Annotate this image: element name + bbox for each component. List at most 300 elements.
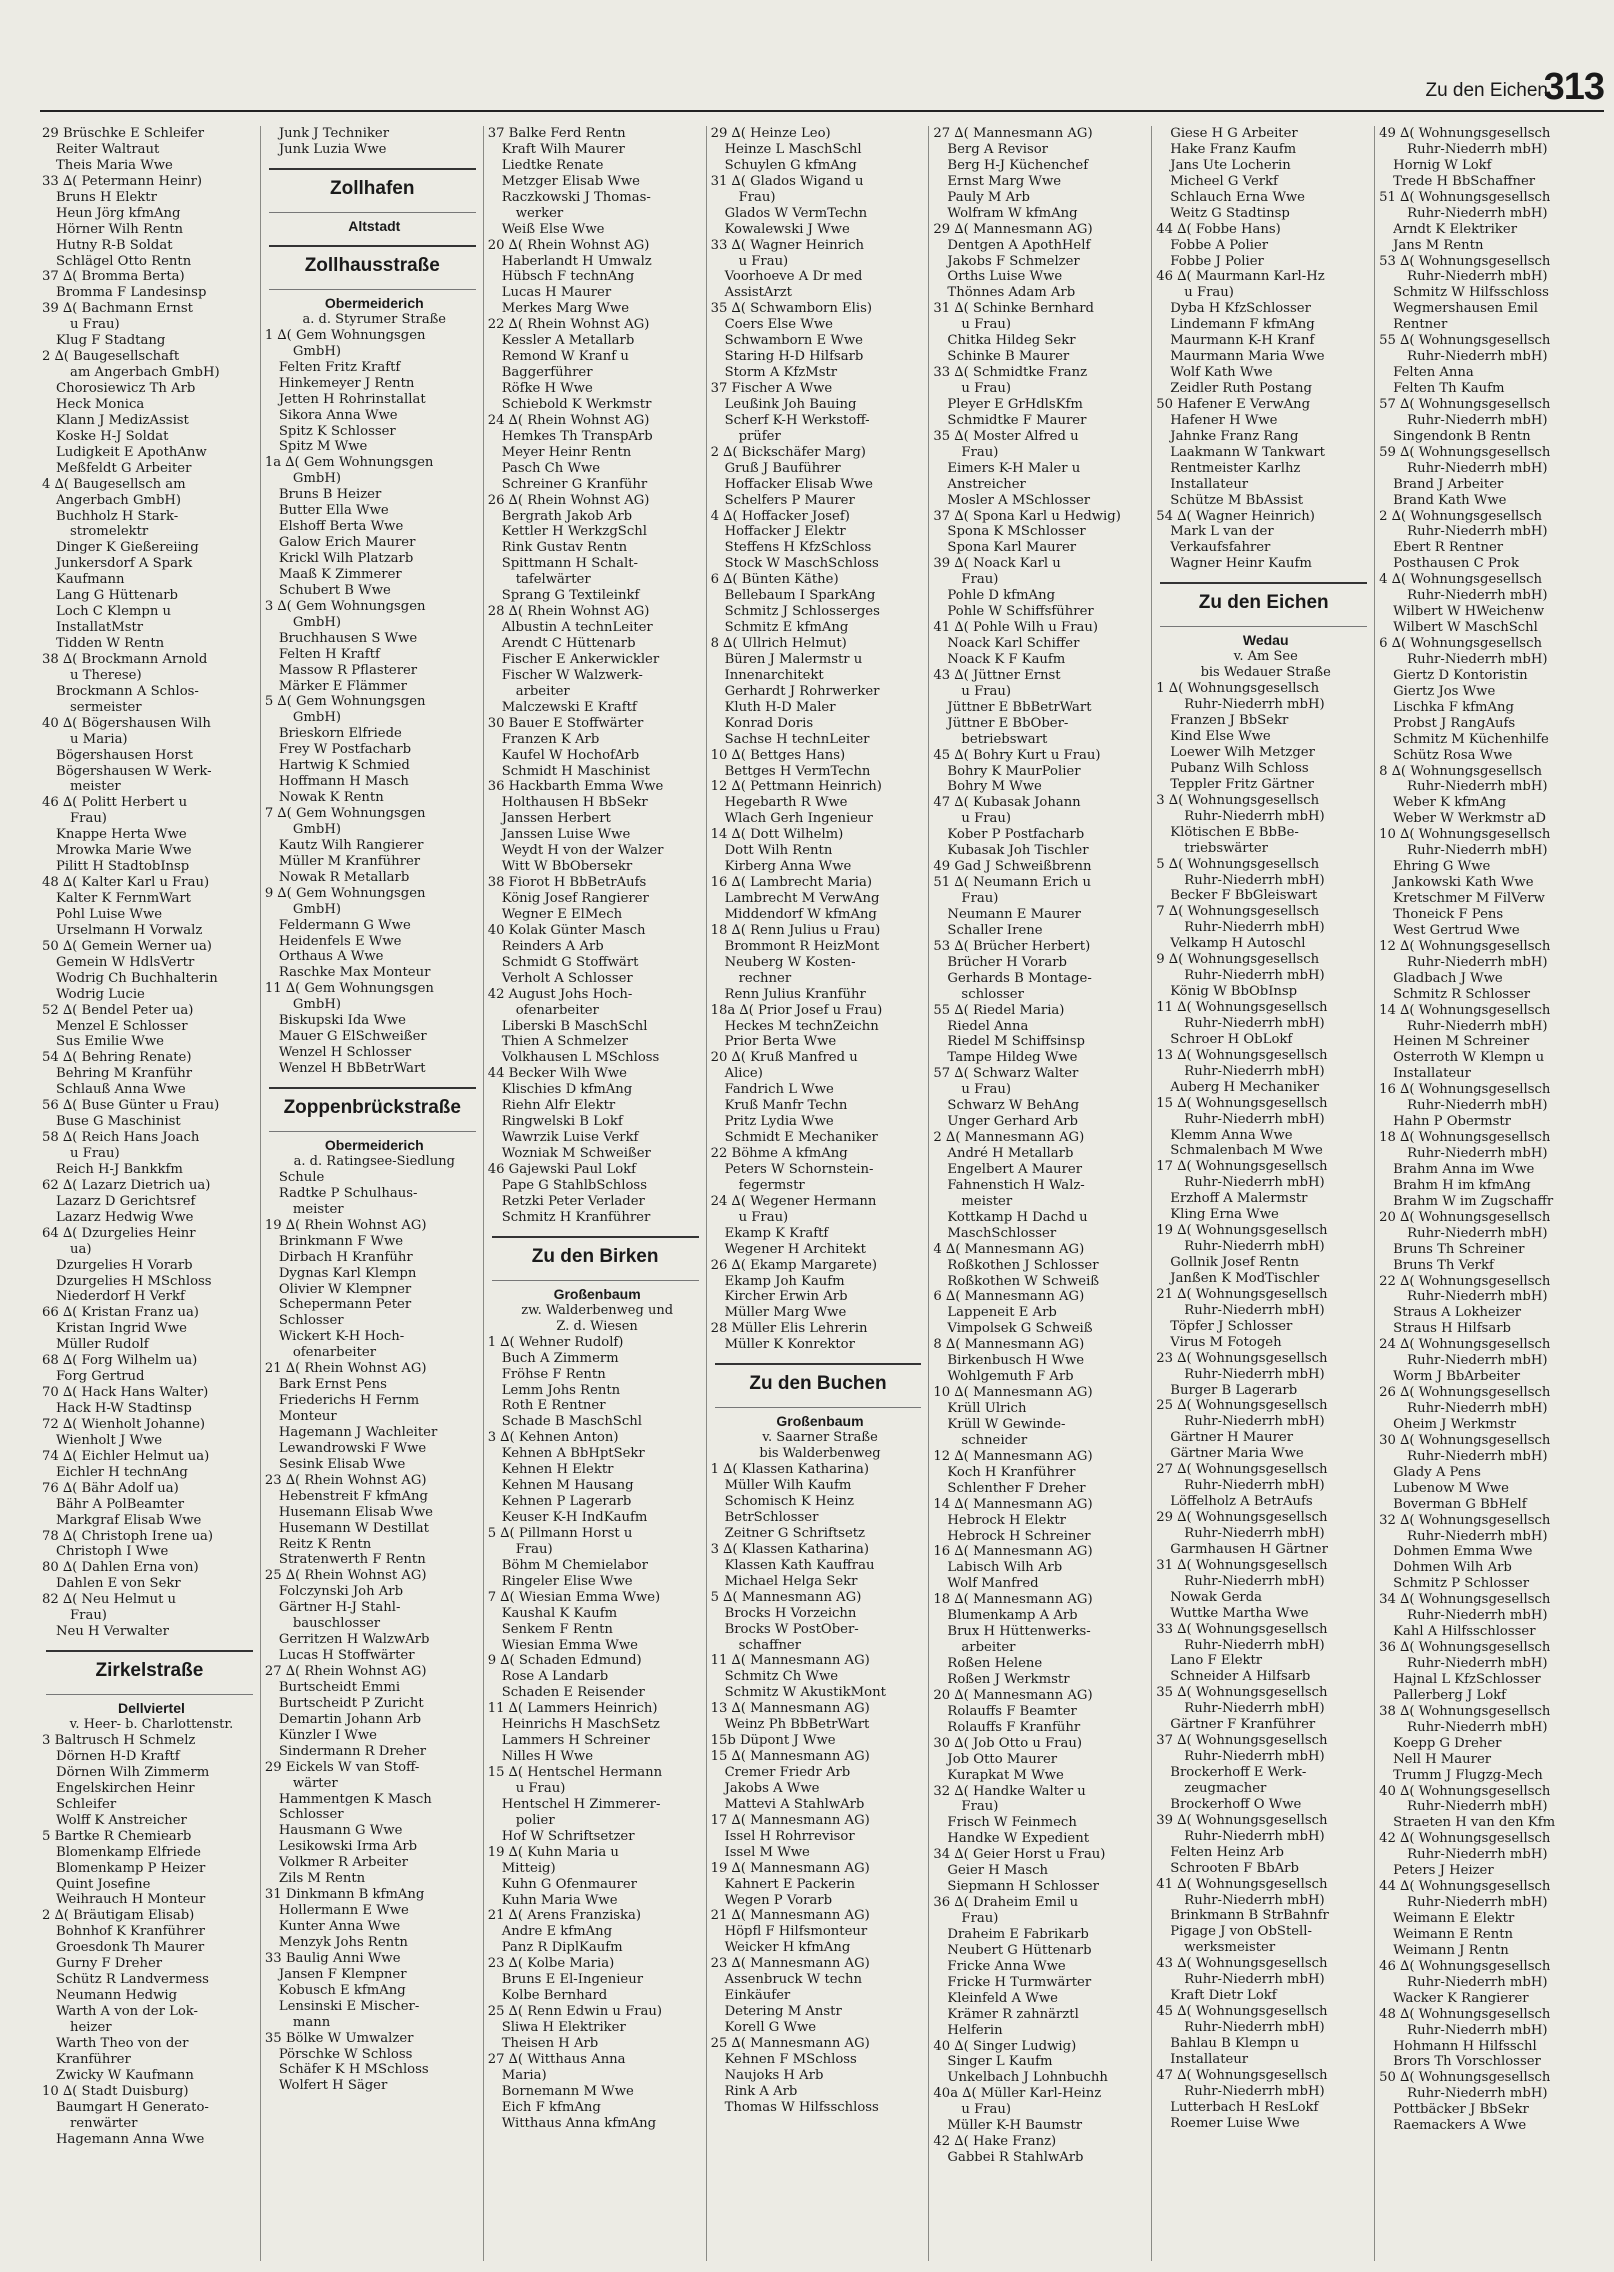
directory-entry: Ruhr-Niederrh mbH) xyxy=(1407,1225,1548,1241)
directory-entry: Liberski B MaschSchl xyxy=(501,1018,648,1034)
directory-entry: 7 ∆( Wohnungsgesellsch xyxy=(1156,904,1320,920)
directory-entry: 29 Eickels W van Stoff- xyxy=(264,1759,420,1775)
directory-entry: Bornemann M Wwe xyxy=(501,2083,634,2099)
directory-entry: 8 ∆( Wohnungsgesellsch xyxy=(1379,763,1542,779)
directory-entry: 57 ∆( Schwarz Walter xyxy=(933,1066,1079,1082)
directory-entry: Angerbach GmbH) xyxy=(56,492,182,508)
directory-entry: 46 ∆( Wohnungsgesellsch xyxy=(1379,1958,1551,1974)
directory-entry: 41 ∆( Wohnungsgesellsch xyxy=(1156,1876,1328,1892)
directory-entry: Mitteig) xyxy=(501,1860,556,1876)
directory-entry: 16 ∆( Wohnungsgesellsch xyxy=(1379,1082,1551,1098)
directory-entry: Fischer E Ankerwickler xyxy=(501,651,660,667)
directory-entry: arbeiter xyxy=(961,1640,1016,1656)
directory-entry: 50 ∆( Gemein Werner ua) xyxy=(42,938,212,954)
directory-entry: Ruhr-Niederrh mbH) xyxy=(1184,1892,1325,1908)
directory-entry: Ruhr-Niederrh mbH) xyxy=(1407,349,1548,365)
directory-entry: Wenzel H BbBetrWart xyxy=(278,1061,426,1076)
directory-entry: 14 ∆( Wohnungsgesellsch xyxy=(1379,1002,1551,1018)
district-heading: Obermeiderich xyxy=(324,1136,424,1153)
directory-entry: Rose A Landarb xyxy=(501,1669,609,1685)
directory-entry: u Maria) xyxy=(70,731,128,747)
directory-entry: Janßen K ModTischler xyxy=(1170,1270,1320,1286)
directory-entry: Kristan Ingrid Wwe xyxy=(56,1321,187,1337)
directory-entry: Schütz Rosa Wwe xyxy=(1393,747,1513,763)
directory-entry: Massow R Pflasterer xyxy=(278,662,418,678)
directory-entry: Ruhr-Niederrh mbH) xyxy=(1184,872,1325,888)
directory-entry: Lucas H Maurer xyxy=(501,285,612,301)
directory-entry: Pohle D kfmAng xyxy=(947,588,1056,604)
directory-entry: Wilbert W MaschSchl xyxy=(1393,620,1538,636)
directory-entry: Schütze M BbAssist xyxy=(1170,492,1304,508)
directory-entry: Roemer Luise Wwe xyxy=(1170,2115,1300,2131)
directory-entry: Teppler Fritz Gärtner xyxy=(1170,776,1314,792)
directory-entry: 4 ∆( Wohnungsgesellsch xyxy=(1379,572,1542,588)
directory-entry: Wegener H Architekt xyxy=(724,1241,866,1257)
directory-entry: Brockerhoff E Werk- xyxy=(1170,1765,1307,1780)
directory-entry: 51 ∆( Neumann Erich u xyxy=(933,875,1092,891)
directory-entry: Metzger Elisab Wwe xyxy=(501,173,640,189)
directory-entry: mann xyxy=(292,2014,331,2030)
directory-entry: Lucas H Stoffwärter xyxy=(278,1648,415,1664)
directory-entry: 40 ∆( Wohnungsgesellsch xyxy=(1379,1783,1551,1799)
directory-entry: Nowak Gerda xyxy=(1170,1589,1263,1605)
directory-entry: Friederichs H Fernm xyxy=(278,1393,420,1409)
directory-entry: Kobusch E kfmAng xyxy=(278,1982,406,1998)
directory-entry: 23 ∆( Rhein Wohnst AG) xyxy=(264,1472,427,1488)
directory-entry: Hohmann H Hilfsschl xyxy=(1393,2038,1537,2054)
directory-entry: Gerhards B Montage- xyxy=(947,970,1092,986)
directory-entry: Pörschke W Schloss xyxy=(278,2046,413,2062)
directory-entry: Hoffacker Elisab Wwe xyxy=(724,476,873,492)
directory-entry: Hebrock H Elektr xyxy=(947,1512,1066,1528)
directory-entry: Behring M Kranführ xyxy=(56,1066,193,1082)
directory-entry: Brinkmann B StrBahnfr xyxy=(1170,1908,1329,1924)
directory-entry: 39 ∆( Wohnungsgesellsch xyxy=(1156,1812,1328,1828)
directory-entry: Pohl Luise Wwe xyxy=(56,906,163,922)
directory-entry: Installateur xyxy=(1393,1066,1471,1082)
directory-entry: 40 Kolak Günter Masch xyxy=(487,922,646,938)
directory-entry: 10 ∆( Wohnungsgesellsch xyxy=(1379,827,1551,843)
directory-entry: 25 ∆( Renn Edwin u Frau) xyxy=(487,2004,663,2020)
directory-entry: Sindermann R Dreher xyxy=(278,1743,427,1759)
directory-entry: 10 ∆( Mannesmann AG) xyxy=(933,1385,1093,1401)
directory-entry: Gabbei R StahlwArb xyxy=(947,2150,1084,2166)
directory-entry: Koepp G Dreher xyxy=(1393,1735,1502,1751)
directory-entry: André H Metallarb xyxy=(947,1146,1074,1161)
directory-entry: Thien A Schmelzer xyxy=(501,1034,628,1050)
directory-entry: Feldermann G Wwe xyxy=(278,917,411,933)
directory-entry: Weber W Werkmstr aD xyxy=(1393,811,1546,827)
directory-entry: Nowak R Metallarb xyxy=(278,869,410,885)
directory-entry: 15b Düpont J Wwe xyxy=(710,1733,836,1749)
directory-entry: Heck Monica xyxy=(56,396,145,412)
street-range: zw. Walderbenweg und xyxy=(521,1302,674,1318)
directory-entry: werksmeister xyxy=(1184,1940,1276,1956)
directory-entry: 6 ∆( Bünten Käthe) xyxy=(710,572,839,588)
directory-entry: 20 ∆( Wohnungsgesellsch xyxy=(1379,1209,1551,1225)
directory-entry: Kaufmann xyxy=(56,572,125,588)
directory-entry: u Frau) xyxy=(961,1082,1012,1098)
directory-entry: Neu H Verwalter xyxy=(56,1624,169,1640)
directory-entry: Prior Berta Wwe xyxy=(724,1034,837,1050)
directory-entry: Junk Luzia Wwe xyxy=(278,141,387,157)
directory-entry: Haberlandt H Umwalz xyxy=(501,253,652,269)
directory-entry: Oheim J Werkmstr xyxy=(1393,1416,1517,1432)
directory-entry: u Frau) xyxy=(515,1780,566,1796)
directory-entry: 72 ∆( Wienholt Johanne) xyxy=(42,1416,206,1432)
directory-entry: Witthaus Anna kfmAng xyxy=(501,2115,657,2131)
directory-entry: Brand Kath Wwe xyxy=(1393,492,1507,508)
directory-entry: 49 Gad J Schweißbrenn xyxy=(933,859,1092,875)
directory-entry: 34 ∆( Wohnungsgesellsch xyxy=(1379,1592,1551,1608)
directory-entry: u Therese) xyxy=(70,667,142,683)
directory-entry: Reitz K Rentn xyxy=(278,1536,372,1552)
directory-entry: 1 ∆( Wehner Rudolf) xyxy=(487,1334,624,1350)
directory-entry: Berg H-J Küchenchef xyxy=(947,157,1089,173)
directory-entry: Riehn Alfr Elektr xyxy=(501,1098,616,1114)
directory-entry: Buse G Maschinist xyxy=(56,1114,181,1130)
directory-entry: Bergrath Jakob Arb xyxy=(501,508,633,524)
directory-entry: Schmidtke F Maurer xyxy=(947,412,1087,428)
directory-entry: Eichler H technAng xyxy=(56,1464,188,1480)
directory-entry: Labisch Wilh Arb xyxy=(947,1560,1063,1576)
page-header xyxy=(40,64,1604,112)
directory-entry: Hagemann J Wachleiter xyxy=(278,1424,438,1440)
directory-entry: 31 ∆( Wohnungsgesellsch xyxy=(1156,1557,1328,1573)
directory-entry: Ruhr-Niederrh mbH) xyxy=(1184,1239,1325,1255)
directory-entry: Ruhr-Niederrh mbH) xyxy=(1407,1448,1548,1464)
directory-entry: Frau) xyxy=(961,1911,999,1926)
directory-entry: Hollermann E Wwe xyxy=(278,1903,409,1919)
directory-entry: Sikora Anna Wwe xyxy=(278,407,398,423)
directory-entry: Neubert G Hüttenarb xyxy=(947,1942,1092,1958)
street-range: v. Saarner Straße xyxy=(762,1430,878,1446)
directory-entry: Bögershausen Horst xyxy=(56,747,193,763)
directory-entry: Schmitz W AkustikMont xyxy=(724,1685,886,1701)
directory-entry: Klann J MedizAssist xyxy=(56,412,189,428)
directory-entry: Loch C Klempn u xyxy=(56,604,172,620)
directory-entry: 68 ∆( Forg Wilhelm ua) xyxy=(42,1353,198,1369)
directory-entry: Riedel M Schiffsinsp xyxy=(947,1034,1085,1050)
directory-entry: Installateur xyxy=(1170,2051,1249,2067)
directory-entry: Meßfeldt G Arbeiter xyxy=(56,460,192,476)
directory-entry: 15 ∆( Wohnungsgesellsch xyxy=(1156,1095,1328,1111)
directory-entry: 40 ∆( Singer Ludwig) xyxy=(933,2038,1077,2054)
directory-entry: Heidenfels E Wwe xyxy=(278,933,402,949)
directory-entry: Spitz M Wwe xyxy=(278,439,368,455)
directory-entry: Urselmann H Vorwalz xyxy=(56,922,203,938)
directory-entry: 74 ∆( Eichler Helmut ua) xyxy=(42,1448,210,1464)
directory-entry: u Frau) xyxy=(738,253,789,269)
directory-entry: Lazarz Hedwig Wwe xyxy=(56,1209,194,1225)
street-heading: Zu den Eichen xyxy=(1160,582,1367,627)
directory-entry: Ruhr-Niederrh mbH) xyxy=(1407,1353,1548,1369)
directory-entry: Dörnen H-D Kraftf xyxy=(56,1749,180,1764)
directory-entry: Singer L Kaufm xyxy=(947,2054,1053,2070)
directory-entry: Ehring G Wwe xyxy=(1393,859,1491,875)
directory-entry: Kruß Manfr Techn xyxy=(724,1098,848,1114)
directory-entry: Pasch Ch Wwe xyxy=(501,460,601,476)
directory-entry: Klemm Anna Wwe xyxy=(1170,1127,1293,1143)
directory-entry: wärter xyxy=(292,1775,338,1791)
directory-entry: Rink Gustav Rentn xyxy=(501,540,628,556)
directory-entry: 32 ∆( Handke Walter u xyxy=(933,1783,1086,1799)
directory-entry: Chitka Hildeg Sekr xyxy=(947,333,1076,349)
directory-entry: Gerritzen H WalzwArb xyxy=(278,1632,430,1648)
directory-entry: BetrSchlosser xyxy=(724,1510,819,1525)
directory-entry: Mrowka Marie Wwe xyxy=(56,843,192,859)
directory-entry: 54 ∆( Wagner Heinrich) xyxy=(1156,508,1315,524)
directory-entry: Ludigkeit E ApothAnw xyxy=(56,444,207,460)
directory-entry: Sachse H technLeiter xyxy=(724,731,870,747)
directory-entry: Brahm H im kfmAng xyxy=(1393,1177,1531,1193)
directory-entry: 42 ∆( Hake Franz) xyxy=(933,2134,1057,2150)
directory-entry: 38 ∆( Brockmann Arnold xyxy=(42,651,208,667)
directory-entry: Hahn P Obermstr xyxy=(1393,1114,1511,1130)
directory-entry: Janssen Herbert xyxy=(501,811,611,827)
directory-entry: Niederdorf H Verkf xyxy=(56,1289,185,1305)
directory-entry: Jansen F Klempner xyxy=(278,1966,407,1982)
directory-entry: Dyba H KfzSchlosser xyxy=(1170,301,1311,317)
directory-entry: Issel H Rohrrevisor xyxy=(724,1828,855,1844)
directory-entry: 3 Baltrusch H Schmelz xyxy=(42,1733,196,1749)
directory-entry: 18 ∆( Wohnungsgesellsch xyxy=(1379,1130,1551,1146)
directory-entry: Gerhardt J Rohrwerker xyxy=(724,683,880,699)
directory-entry: Straus H Hilfsarb xyxy=(1393,1321,1511,1337)
directory-entry: 12 ∆( Mannesmann AG) xyxy=(933,1448,1093,1464)
directory-entry: Unger Gerhard Arb xyxy=(947,1114,1078,1130)
directory-entry: Pilitt H StadtobInsp xyxy=(56,859,190,875)
directory-entry: Jahnke Franz Rang xyxy=(1170,428,1299,444)
directory-entry: Kurapkat M Wwe xyxy=(947,1767,1064,1783)
page-number: 313 xyxy=(1543,66,1604,108)
directory-entry: Büren J Malermstr u xyxy=(724,651,863,667)
directory-entry: Micheel G Verkf xyxy=(1170,173,1278,189)
directory-entry: Frau) xyxy=(961,444,999,460)
directory-entry: 29 Brüschke E Schleifer xyxy=(42,126,205,141)
directory-entry: Nell H Maurer xyxy=(1393,1751,1492,1767)
directory-entry: Schomisch K Heinz xyxy=(724,1494,854,1510)
street-heading: Zirkelstraße xyxy=(46,1650,253,1695)
directory-entry: 44 ∆( Wohnungsgesellsch xyxy=(1379,1879,1551,1895)
directory-entry: Weiß Else Wwe xyxy=(501,221,605,237)
directory-entry: tafelwärter xyxy=(515,572,591,588)
directory-entry: 40a ∆( Müller Karl-Heinz xyxy=(933,2086,1102,2102)
directory-entry: 31 ∆( Glados Wigand u xyxy=(710,173,864,189)
directory-entry: 19 ∆( Wohnungsgesellsch xyxy=(1156,1223,1328,1239)
directory-entry: Raczkowski J Thomas- xyxy=(501,189,651,205)
directory-entry: Posthausen C Prok xyxy=(1393,556,1519,572)
directory-entry: 12 ∆( Wohnungsgesellsch xyxy=(1379,938,1551,954)
directory-entry: Kalter K FernmWart xyxy=(56,891,191,906)
directory-entry: am Angerbach GmbH) xyxy=(70,365,220,381)
directory-entry: Probst J RangAufs xyxy=(1393,715,1516,731)
directory-entry: Felten H Kraftf xyxy=(278,646,380,662)
directory-entry: 33 Baulig Anni Wwe xyxy=(264,1950,401,1966)
directory-entry: Rolauffs F Kranführ xyxy=(947,1719,1081,1735)
directory-entry: 19 ∆( Mannesmann AG) xyxy=(710,1860,870,1876)
directory-entry: Jetten H Rohrinstallat xyxy=(278,391,426,407)
directory-entry: 22 ∆( Wohnungsgesellsch xyxy=(1379,1273,1551,1289)
directory-entry: Schlosser xyxy=(278,1807,344,1823)
directory-entry: Singendonk B Rentn xyxy=(1393,428,1531,444)
directory-entry: Olivier W Klempner xyxy=(278,1281,412,1297)
directory-entry: 24 ∆( Wegener Hermann xyxy=(710,1193,877,1209)
directory-entry: Cremer Friedr Arb xyxy=(724,1765,851,1780)
directory-entry: Volkhausen L MSchloss xyxy=(501,1050,660,1066)
directory-entry: 6 ∆( Wohnungsgesellsch xyxy=(1379,636,1542,651)
directory-entry: Schmidt E Mechaniker xyxy=(724,1130,878,1146)
directory-entry: Hentschel H Zimmerer- xyxy=(501,1796,661,1812)
directory-entry: Baggerführer xyxy=(501,365,593,381)
directory-entry: Wegen P Vorarb xyxy=(724,1892,833,1908)
directory-entry: Straus A Lokheizer xyxy=(1393,1305,1522,1321)
directory-entry: 5 ∆( Mannesmann AG) xyxy=(710,1589,862,1605)
directory-entry: Pritz Lydia Wwe xyxy=(724,1114,834,1130)
directory-entry: Blumenkamp A Arb xyxy=(947,1608,1078,1624)
directory-entry: Klötischen E BbBe- xyxy=(1170,824,1299,840)
directory-entry: Töpfer J Schlosser xyxy=(1170,1318,1293,1334)
directory-entry: Wacker K Rangierer xyxy=(1393,1990,1529,2006)
directory-entry: Schule xyxy=(278,1169,325,1185)
directory-entry: 28 Müller Elis Lehrerin xyxy=(710,1321,868,1337)
directory-entry: Eich F kfmAng xyxy=(501,2099,601,2115)
directory-entry: 2 ∆( Bickschäfer Marg) xyxy=(710,444,866,460)
directory-entry: Lazarz D Gerichtsref xyxy=(56,1193,196,1209)
directory-entry: Neuberg W Kosten- xyxy=(724,954,856,970)
directory-entry: Berg A Revisor xyxy=(947,141,1048,157)
directory-entry: 36 ∆( Draheim Emil u xyxy=(933,1895,1079,1911)
directory-entry: Zwicky W Kaufmann xyxy=(56,2067,194,2083)
directory-entry: Coers Else Wwe xyxy=(724,317,833,333)
directory-entry: Frau) xyxy=(70,1608,107,1624)
directory-entry: Bohry K MaurPolier xyxy=(947,763,1081,779)
directory-entry: 45 ∆( Bohry Kurt u Frau) xyxy=(933,747,1101,763)
directory-entry: Warth A von der Lok- xyxy=(56,2004,199,2019)
directory-entry: Arendt C Hüttenarb xyxy=(501,636,636,651)
directory-entry: 19 ∆( Kuhn Maria u xyxy=(487,1844,619,1860)
directory-entry: polier xyxy=(515,1812,555,1828)
directory-entry: Fobbe A Polier xyxy=(1170,237,1269,253)
directory-entry: Hutny R-B Soldat xyxy=(56,237,173,253)
directory-entry: Neumann E Maurer xyxy=(947,906,1081,922)
directory-entry: 36 ∆( Wohnungsgesellsch xyxy=(1379,1640,1551,1656)
directory-column xyxy=(42,126,261,2261)
directory-entry: 53 ∆( Brücher Herbert) xyxy=(933,938,1091,954)
directory-entry: Maurmann K-H Kranf xyxy=(1170,333,1315,349)
directory-entry: 27 ∆( Rhein Wohnst AG) xyxy=(264,1664,427,1679)
directory-entry: Ruhr-Niederrh mbH) xyxy=(1407,843,1548,859)
directory-entry: u Frau) xyxy=(961,317,1012,333)
directory-entry: 20 ∆( Mannesmann AG) xyxy=(933,1687,1093,1703)
directory-entry: Albustin A technLeiter xyxy=(501,620,653,636)
directory-entry: Schmitz M Küchenhilfe xyxy=(1393,731,1549,747)
directory-entry: Straeten H van den Kfm xyxy=(1393,1815,1556,1831)
directory-entry: Kaufel W HochofArb xyxy=(501,747,640,763)
directory-entry: 82 ∆( Neu Helmut u xyxy=(42,1592,177,1608)
directory-entry: Hebenstreit F kfmAng xyxy=(278,1488,428,1504)
directory-entry: 1 ∆( Wohnungsgesellsch xyxy=(1156,681,1320,697)
directory-entry: Ruhr-Niederrh mbH) xyxy=(1184,1701,1325,1717)
directory-entry: Hemkes Th TranspArb xyxy=(501,428,653,444)
directory-entry: Wegner E ElMech xyxy=(501,906,623,922)
directory-entry: Wienholt J Wwe xyxy=(56,1432,163,1448)
directory-entry: Monteur xyxy=(278,1409,337,1424)
directory-entry: Kretschmer M FilVerw xyxy=(1393,891,1545,906)
directory-entry: Neumann Hedwig xyxy=(56,1988,178,2004)
directory-entry: Schlauch Erna Wwe xyxy=(1170,189,1305,205)
directory-entry: 20 ∆( Rhein Wohnst AG) xyxy=(487,237,650,253)
directory-entry: 18 ∆( Renn Julius u Frau) xyxy=(710,922,881,938)
street-heading: Zu den Buchen xyxy=(715,1363,922,1408)
directory-entry: 35 Bölke W Umwalzer xyxy=(264,2030,414,2046)
directory-entry: Lesikowski Irma Arb xyxy=(278,1839,418,1855)
directory-entry: Klassen Kath Kauffrau xyxy=(724,1557,875,1573)
directory-entry: Erzhoff A Malermstr xyxy=(1170,1191,1308,1207)
directory-entry: Spittmann H Schalt- xyxy=(501,556,638,572)
directory-entry: Dohmen Wilh Arb xyxy=(1393,1560,1512,1576)
directory-entry: Mark L van der xyxy=(1170,524,1274,540)
directory-entry: 11 ∆( Wohnungsgesellsch xyxy=(1156,1000,1328,1015)
directory-entry: Schütz R Landvermess xyxy=(56,1972,209,1988)
directory-entry: Tampe Hildeg Wwe xyxy=(947,1050,1078,1066)
directory-entry: Schlauß Anna Wwe xyxy=(56,1082,186,1098)
directory-entry: Brieskorn Elfriede xyxy=(278,726,402,742)
directory-entry: Laakmann W Tankwart xyxy=(1170,444,1325,460)
directory-entry: Dahlen E von Sekr xyxy=(56,1576,181,1592)
directory-entry: Ruhr-Niederrh mbH) xyxy=(1407,1799,1548,1815)
directory-entry: 18 ∆( Mannesmann AG) xyxy=(933,1592,1093,1608)
directory-entry: Wodrig Lucie xyxy=(56,986,145,1002)
directory-entry: Weihrauch H Monteur xyxy=(56,1892,206,1908)
directory-entry: Sesink Elisab Wwe xyxy=(278,1456,406,1472)
directory-entry: 4 ∆( Baugesellsch am xyxy=(42,476,186,492)
directory-entry: Kehnen A BbHptSekr xyxy=(501,1446,645,1462)
directory-entry: Kirberg Anna Wwe xyxy=(724,859,852,875)
directory-entry: Frey W Postfacharb xyxy=(278,742,412,758)
directory-entry: 5 ∆( Wohnungsgesellsch xyxy=(1156,856,1320,872)
directory-entry: Lano F Elektr xyxy=(1170,1653,1263,1669)
directory-entry: Hübsch F technAng xyxy=(501,269,635,285)
directory-entry: Helferin xyxy=(947,2022,1003,2038)
directory-entry: Hoffacker J Elektr xyxy=(724,524,846,540)
directory-entry: u Frau) xyxy=(1184,285,1234,301)
directory-entry: u Frau) xyxy=(961,381,1012,396)
directory-entry: Ruhr-Niederrh mbH) xyxy=(1184,1302,1325,1318)
directory-entry: Groesdonk Th Maurer xyxy=(56,1940,205,1956)
directory-entry: Ruhr-Niederrh mbH) xyxy=(1407,460,1548,476)
directory-entry: Handke W Expedient xyxy=(947,1831,1090,1847)
directory-entry: u Frau) xyxy=(738,1209,789,1225)
directory-entry: Künzler I Wwe xyxy=(278,1727,377,1743)
directory-entry: Ruhr-Niederrh mbH) xyxy=(1184,1749,1325,1765)
directory-entry: Löffelholz A BetrAufs xyxy=(1170,1494,1313,1510)
directory-entry: Bohnhof K Kranführer xyxy=(56,1924,205,1940)
district-heading: Obermeiderich xyxy=(324,294,424,311)
directory-entry: Glados W VermTechn xyxy=(724,205,868,221)
directory-entry: 37 Balke Ferd Rentn xyxy=(487,126,626,141)
directory-entry: Ruhr-Niederrh mbH) xyxy=(1407,1719,1548,1735)
directory-entry: Wagner Heinr Kaufm xyxy=(1170,556,1312,572)
directory-entry: Schneider A Hilfsarb xyxy=(1170,1669,1311,1685)
directory-entry: 80 ∆( Dahlen Erna von) xyxy=(42,1560,199,1576)
directory-entry: 44 ∆( Fobbe Hans) xyxy=(1156,221,1281,237)
directory-entry: Kling Erna Wwe xyxy=(1170,1207,1279,1223)
directory-entry: Burtscheidt P Zuricht xyxy=(278,1695,424,1711)
directory-entry: Giese H G Arbeiter xyxy=(1170,126,1298,141)
directory-entry: Leußink Joh Bauing xyxy=(724,396,857,412)
directory-entry: Kahl A Hilfsschlosser xyxy=(1393,1624,1536,1640)
